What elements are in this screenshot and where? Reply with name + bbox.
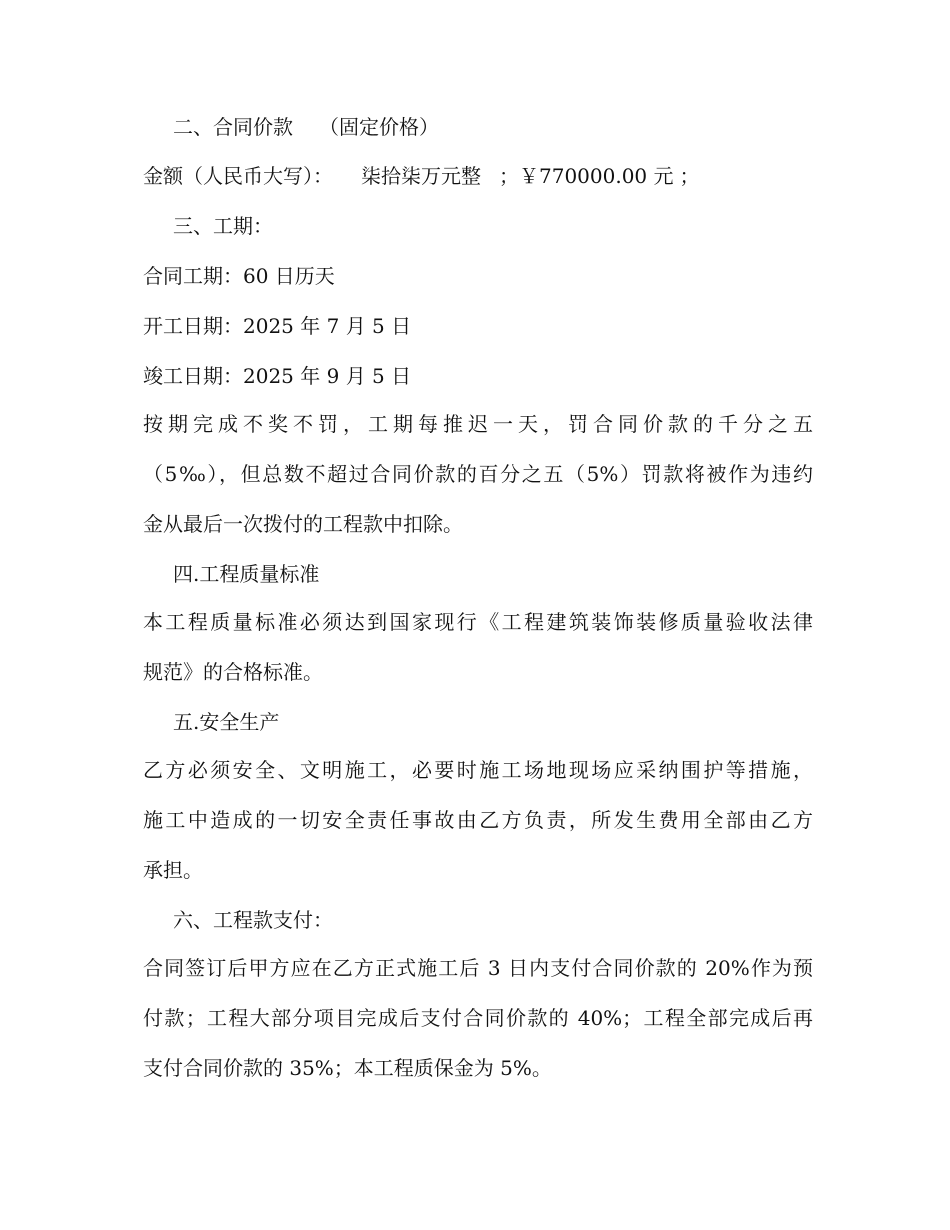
penalty-line-3: 金从最后一次拨付的工程款中扣除。 [143, 512, 463, 536]
start-date: 开工日期：2025 年 7 月 5 日 [143, 314, 412, 338]
safety-line-3: 承担。 [143, 858, 203, 882]
payment-line-3: 支付合同价款的 35%；本工程质保金为 5%。 [143, 1056, 552, 1080]
section-6-heading: 六、工程款支付： [173, 908, 333, 932]
amount-line [143, 163, 813, 189]
payment-line-1: 合同签订后甲方应在乙方正式施工后 3 日内支付合同价款的 20%作为预 [143, 956, 813, 980]
safety-line-2: 施工中造成的一切安全责任事故由乙方负责，所发生费用全部由乙方 [143, 808, 813, 832]
section-2-title: 二、合同价款 [173, 115, 293, 139]
safety-line-1: 乙方必须安全、文明施工，必要时施工场地现场应采纳围护等措施， [143, 758, 813, 782]
penalty-line-2: （5‰），但总数不超过合同价款的百分之五（5%）罚款将被作为违约 [143, 462, 813, 486]
amount-end-mark: ； [679, 164, 700, 188]
amount-separator: ； [499, 164, 519, 188]
section-5-heading: 五.安全生产 [173, 710, 280, 734]
payment-line-2: 付款；工程大部分项目完成后支付合同价款的 40%；工程全部完成后再 [143, 1006, 813, 1030]
section-3-heading: 三、工期： [173, 214, 273, 238]
contract-period: 合同工期：60 日历天 [143, 264, 335, 288]
quality-line-1: 本工程质量标准必须达到国家现行《工程建筑装饰装修质量验收法律 [143, 610, 813, 634]
penalty-line-1: 按期完成不奖不罚，工期每推迟一天，罚合同价款的千分之五 [143, 412, 813, 436]
amount-in-numbers: ￥770000.00 元 [519, 164, 674, 188]
section-4-heading: 四.工程质量标准 [173, 562, 320, 586]
amount-label: 金额（人民币大写）： [143, 164, 333, 188]
amount-in-words: 柒拾柒万元整 [361, 164, 481, 188]
section-2-heading [173, 114, 843, 140]
price-type-note: （固定价格） [319, 115, 439, 139]
quality-line-2: 规范》的合格标准。 [143, 660, 323, 684]
completion-date: 竣工日期：2025 年 9 月 5 日 [143, 364, 412, 388]
